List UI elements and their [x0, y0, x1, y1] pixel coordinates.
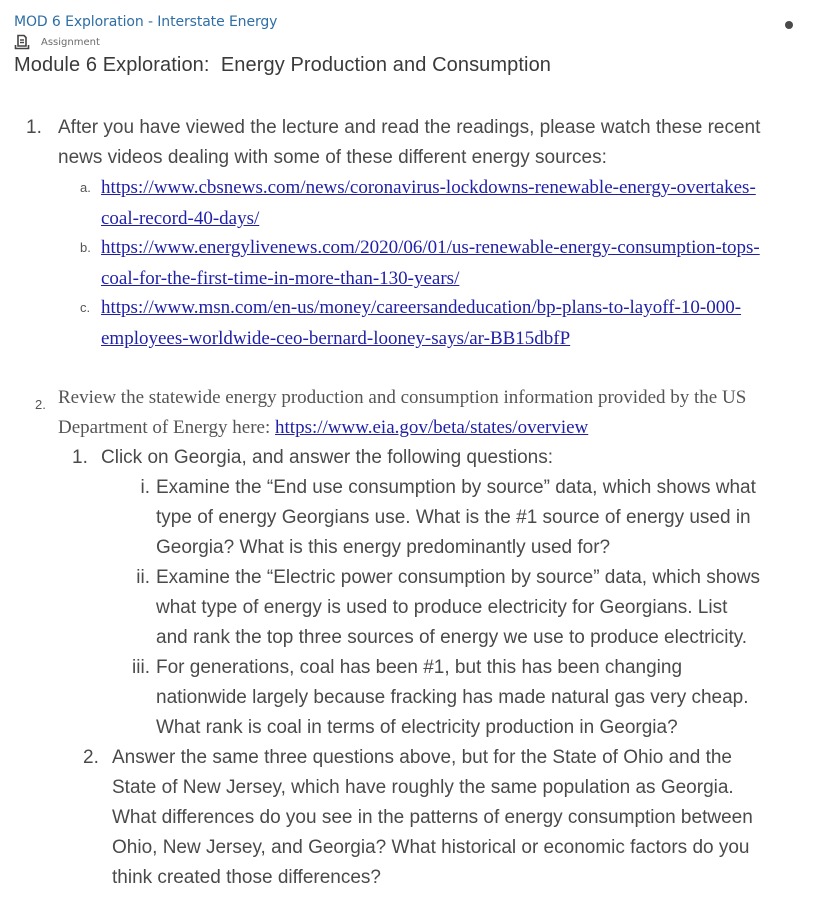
- msn-link[interactable]: https://www.msn.com/en-us/money/careersandeducation/bp-plans-to-layoff-10-000-: [101, 297, 742, 318]
- sub-item-2-line-5: think created those differences?: [112, 867, 381, 888]
- list-marker: 2.: [83, 747, 99, 768]
- question-iii-line-3: What rank is coal in terms of electricity production in Georgia?: [156, 717, 678, 738]
- list-marker: 1.: [26, 117, 42, 138]
- item-2-line-2: [58, 413, 746, 443]
- list-marker: 2.: [35, 397, 46, 412]
- list-marker: i.: [140, 477, 150, 498]
- item-2-line-2-prefix: Department of Energy here:: [58, 417, 276, 438]
- list-marker: iii.: [132, 657, 150, 678]
- sub-item-2-line-2: State of New Jersey, which have roughly the same population as Georgia.: [112, 777, 734, 798]
- question-ii-line-1: Examine the “Electric power consumption by source” data, which shows: [156, 567, 761, 588]
- list-marker: a.: [80, 180, 91, 195]
- assignment-type-label: Assignment: [41, 36, 100, 48]
- list-marker: ii.: [136, 567, 150, 588]
- question-iii-line-1: For generations, coal has been #1, but this has been changing: [156, 657, 683, 678]
- item-1-text: [58, 113, 760, 173]
- question-i-line-3: Georgia? What is this energy predominantly used for?: [156, 537, 611, 558]
- assignment-icon: [14, 34, 30, 50]
- energylivenews-link-continued[interactable]: coal-for-the-first-time-in-more-than-130-years/: [101, 268, 460, 289]
- question-i-line-2: type of energy Georgians use. What is the #1 source of energy used in: [156, 507, 751, 528]
- sub-item-2-line-1: Answer the same three questions above, but for the State of Ohio and the: [112, 747, 732, 768]
- item-1-line-1: After you have viewed the lecture and read the readings, please watch these recent: [58, 117, 761, 138]
- question-iii-line-2: nationwide largely because fracking has made natural gas very cheap.: [156, 687, 749, 708]
- question-ii-line-3: and rank the top three sources of energy we use to produce electricity.: [156, 627, 748, 648]
- item-2-line-1: Review the statewide energy production and consumption information provided by the US: [58, 387, 747, 408]
- eia-link[interactable]: https://www.eia.gov/beta/states/overview: [275, 417, 589, 438]
- assignment-type-row: [14, 34, 100, 50]
- msn-link-continued[interactable]: employees-worldwide-ceo-bernard-looney-says/ar-BB15dbfP: [101, 328, 571, 349]
- question-ii-line-2: what type of energy is used to produce electricity for Georgians. List: [156, 597, 728, 618]
- cbsnews-link-continued[interactable]: coal-record-40-days/: [101, 208, 260, 229]
- sub-item-2-line-4: Ohio, New Jersey, and Georgia? What historical or economic factors do you: [112, 837, 750, 858]
- item-1-line-2: news videos dealing with some of these different energy sources:: [58, 147, 607, 168]
- energylivenews-link[interactable]: https://www.energylivenews.com/2020/06/01/us-renewable-energy-consumption-tops-: [101, 237, 760, 258]
- list-marker: c.: [80, 300, 91, 315]
- page-title: Module 6 Exploration: Energy Production and Consumption: [14, 54, 552, 76]
- sub-item-1-text: Click on Georgia, and answer the following questions:: [101, 447, 554, 468]
- assignment-title-link[interactable]: MOD 6 Exploration - Interstate Energy: [14, 14, 278, 30]
- list-marker: 1.: [72, 447, 88, 468]
- question-i-line-1: Examine the “End use consumption by source” data, which shows what: [156, 477, 756, 498]
- cbsnews-link[interactable]: https://www.cbsnews.com/news/coronavirus-lockdowns-renewable-energy-overtakes-: [101, 177, 756, 198]
- list-marker: b.: [80, 240, 91, 255]
- sub-item-2-line-3: What differences do you see in the patterns of energy consumption between: [112, 807, 753, 828]
- status-dot-icon: [785, 21, 793, 29]
